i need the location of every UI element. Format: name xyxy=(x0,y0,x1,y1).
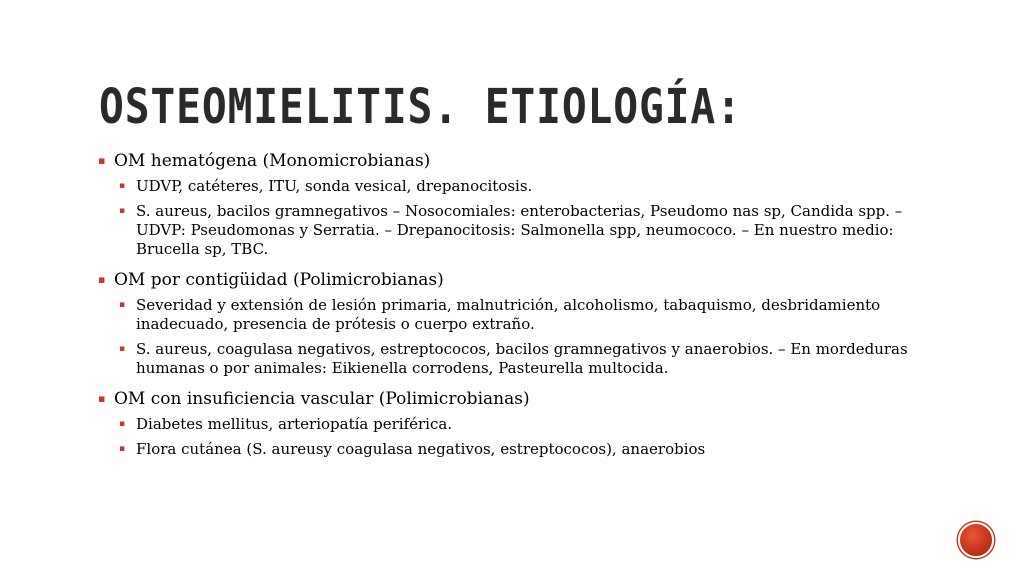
bullet-heading: OM con insuficiencia vascular (Polimicrobianas) xyxy=(114,389,530,409)
bullet-text: UDVP, catéteres, ITU, sonda vesical, drepanocitosis. xyxy=(136,177,533,195)
bullet-content xyxy=(98,150,938,459)
bullet-level2 xyxy=(98,202,938,259)
bullet-heading: OM por contigüidad (Polimicrobianas) xyxy=(114,270,444,290)
bullet-level1 xyxy=(98,269,938,291)
bullet-icon: ▪ xyxy=(119,419,126,429)
bullet-icon: ▪ xyxy=(98,392,106,405)
bullet-icon: ▪ xyxy=(98,154,106,167)
bullet-text: S. aureus, bacilos gramnegativos – Nosocomiales: enterobacterias, Pseudomo nas sp, Candida spp. – UDVP: Pseudomonas y Serratia. – Drepanocitosis: Salmonella spp, neumococo. – En nuestro medio: Brucella sp, TBC. xyxy=(136,202,903,258)
bullet-heading: OM hematógena (Monomicrobianas) xyxy=(114,151,431,171)
bullet-level1 xyxy=(98,388,938,410)
bullet-text: Severidad y extensión de lesión primaria, malnutrición, alcoholismo, tabaquismo, desbridamiento inadecuado, presencia de prótesis o cuerpo extraño. xyxy=(136,296,881,333)
bullet-icon: ▪ xyxy=(119,206,126,216)
bullet-icon: ▪ xyxy=(119,444,126,454)
bullet-icon: ▪ xyxy=(98,273,106,286)
bullet-icon: ▪ xyxy=(119,300,126,310)
circle-button-icon[interactable] xyxy=(958,522,994,558)
sub-bullet-list xyxy=(98,415,938,459)
bullet-level2 xyxy=(98,340,938,378)
bullet-text: S. aureus, coagulasa negativos, estreptococos, bacilos gramnegativos y anaerobios. – En mordeduras humanas o por animales: Eikienella corrodens, Pasteurella multocida. xyxy=(136,340,908,377)
bullet-icon: ▪ xyxy=(119,344,126,354)
bullet-level2 xyxy=(98,177,938,196)
slide-title: OSTEOMIELITIS. ETIOLOGÍA: xyxy=(99,79,742,135)
bullet-text: Flora cutánea (S. aureusy coagulasa negativos, estreptococos), anaerobios xyxy=(136,440,706,458)
bullet-level2 xyxy=(98,440,938,459)
sub-bullet-list xyxy=(98,296,938,378)
bullet-icon: ▪ xyxy=(119,181,126,191)
sub-bullet-list xyxy=(98,177,938,259)
bullet-level2 xyxy=(98,415,938,434)
bullet-level1 xyxy=(98,150,938,172)
bullet-level2 xyxy=(98,296,938,334)
bullet-text: Diabetes mellitus, arteriopatía periférica. xyxy=(136,415,453,433)
